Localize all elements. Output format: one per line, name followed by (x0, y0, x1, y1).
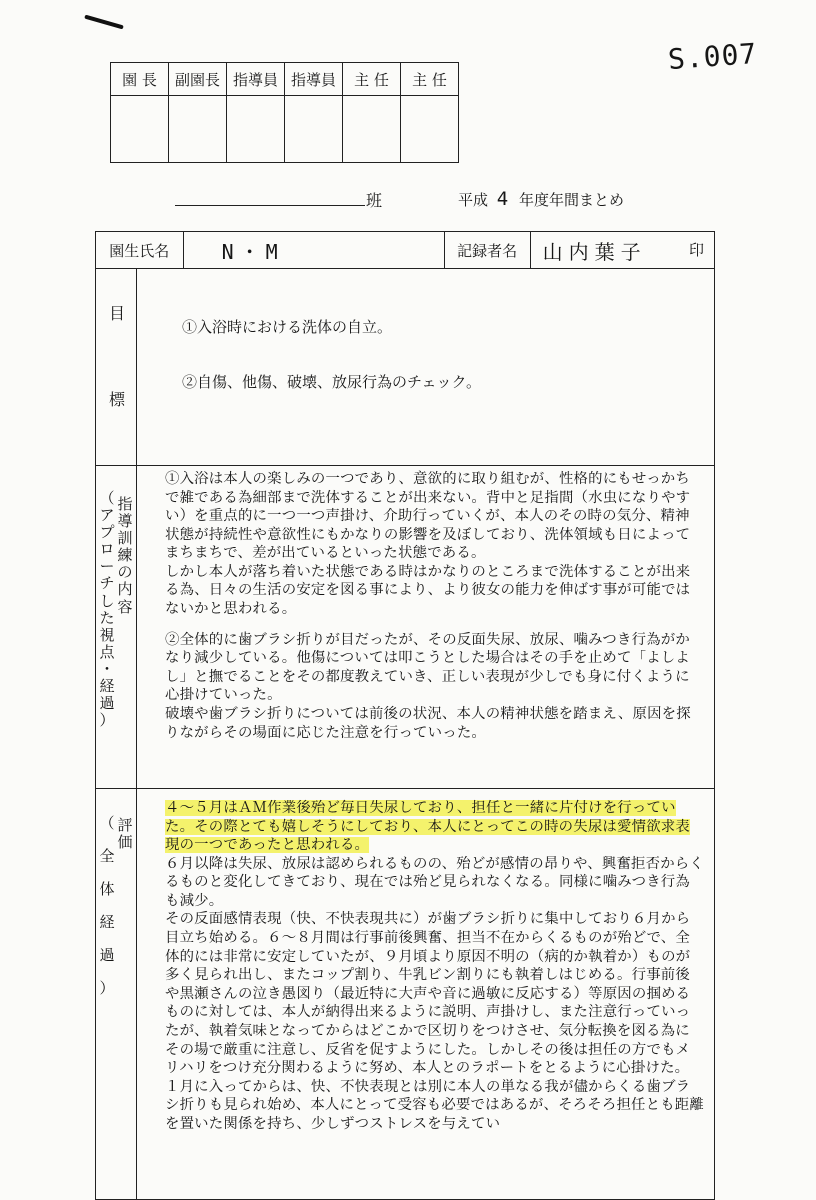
evaluation-paragraph: ６月以降は失尿、放尿は認められるものの、殆どが感情の昂りや、興奮拒否からくるものと変化してきており、現在では殆ど見られなくなる。同様に噛みつき行為も減少。 (165, 855, 704, 909)
name-value: N・M (183, 232, 444, 269)
approval-header-chief-2: 主 任 (401, 63, 459, 96)
evaluation-label-sub: （ 全 体 経 過 ） (99, 814, 115, 997)
goal-label-bottom: 標 (109, 390, 126, 409)
guidance-label-main: 指 導 訓 練 の 内 容 (117, 495, 133, 616)
header-row (96, 232, 715, 269)
approval-stamp-cell (343, 96, 401, 163)
highlighted-text: ４～５月はＡＭ作業後殆ど毎日失尿しており、担任と一緒に片付けを行っていた。その際とても嬉しそうにしており、本人にとってこの時の失尿は愛情欲求表現の一つであったと思われる。 (165, 800, 690, 854)
guidance-paragraph: ②全体的に歯ブラシ折りが目だったが、その反面失尿、放尿、噛みつき行為がかなり減少している。他傷については叩こうとした場合はその手を止めて「よしよし」と撫でることをその都度教えていき、正しい表現が少しでも身に付くように心掛けていった。 (165, 631, 690, 704)
approval-stamp-cell (111, 96, 169, 163)
guidance-paragraph: 破壊や歯ブラシ折りについては前後の状況、本人の精神状態を踏まえ、原因を探りながらその場面に応じた注意を行っていった。 (165, 705, 691, 741)
guidance-paragraph: しかし本人が落ち着いた状態である時はかなりのところまで洗体することが出来る為、日々の生活の安定を図る事により、より彼女の能力を伸ばす事が可能ではないかと思われる。 (165, 563, 691, 618)
evaluation-paragraph: １月に入ってからは、快、不快表現とは別に本人の単なる我が儘からくる歯ブラシ折りも見られ始め、本人にとって受容も必要ではあるが、そろそろ担任とも距離を置いた関係を持ち、少しずつストレスを与えてい (165, 1078, 704, 1132)
evaluation-highlighted (165, 799, 704, 855)
year-value: 4 (496, 188, 509, 210)
pen-stroke-mark (84, 15, 124, 30)
goal-label (96, 269, 137, 466)
guidance-label-sub: （ ア プ ロ ー チ し た 視 点 ・ 経 過 ） (99, 489, 115, 730)
evaluation-row (96, 789, 715, 1200)
approval-header-director: 園 長 (111, 63, 169, 96)
record-table (95, 231, 715, 1200)
goal-item: ①入浴時における洗体の自立。 (182, 318, 393, 336)
approval-header-instructor-2: 指導員 (285, 63, 343, 96)
evaluation-paragraph: その反面感情表現（快、不快表現共に）が歯ブラシ折りに集中しており６月から目立ち始める。６～８月間は行事前後興奮、担当不在からくるものが殆どで、全体的には非常に安定していたが、９月頃より原因不明の（病的か執着か）ものが多く見られ出し、またコップ割り、牛乳ビン割りにも執着しはじめる。行事前後や黒瀬さんの泣き愚図り（最近特に大声や音に過敏に反応する）等原因の掴めるものに対しては、本人が納得出来るように説明、声掛けし、また注意行っていったが、執着気味となってからはどこかで区切りをつけさせ、気分転換を図る為にその場で厳重に注意し、反省を促すようにした。しかしその後は担任の方でもメリハリをつけ充分関わるように努め、本人とのラポートをとるように心掛けた。 (165, 911, 691, 1077)
approval-stamp-cell (401, 96, 459, 163)
approval-header-chief-1: 主 任 (343, 63, 401, 96)
guidance-content (137, 466, 715, 789)
recorder-value: 山内葉子 (542, 239, 647, 264)
seal-mark: 印 (688, 240, 704, 259)
approval-stamp-cell (285, 96, 343, 163)
guidance-row (96, 466, 715, 789)
approval-header-vice-director: 副園長 (169, 63, 227, 96)
title-suffix: 年度年間まとめ (519, 191, 625, 209)
approval-stamp-cell (169, 96, 227, 163)
document-id: S.007 (666, 36, 759, 77)
goal-row (96, 269, 715, 466)
name-label: 園生氏名 (96, 232, 184, 269)
recorder-field (530, 232, 714, 269)
class-name-line (175, 205, 365, 206)
goal-item: ②自傷、他傷、破壊、放尿行為のチェック。 (182, 373, 481, 391)
evaluation-label (96, 789, 137, 1200)
approval-stamp-cell (227, 96, 285, 163)
evaluation-label-main: 評 価 (117, 816, 133, 852)
goal-label-top: 目 (109, 304, 126, 323)
approval-header-instructor-1: 指導員 (227, 63, 285, 96)
class-label: 班 (366, 191, 383, 210)
era-label: 平成 (458, 191, 489, 209)
guidance-paragraph: ①入浴は本人の楽しみの一つであり、意欲的に取り組むが、性格的にもせっかちで雑である為細部まで洗体することが出来ない。背中と足指間（水虫になりやすい）を重点的に一つ一つ声掛け、介助行っていくが、本人のその時の気分、精神状態が持続性や意欲性にもかなりの影響を及ぼしており、洗体領域も日によってまちまちで、差が出ているといった状態である。 (165, 471, 691, 562)
evaluation-content (137, 789, 715, 1200)
recorder-label: 記録者名 (444, 232, 530, 269)
document-title (458, 188, 624, 210)
approval-stamp-table (110, 62, 459, 163)
goal-content (137, 269, 715, 466)
guidance-label (96, 466, 137, 789)
